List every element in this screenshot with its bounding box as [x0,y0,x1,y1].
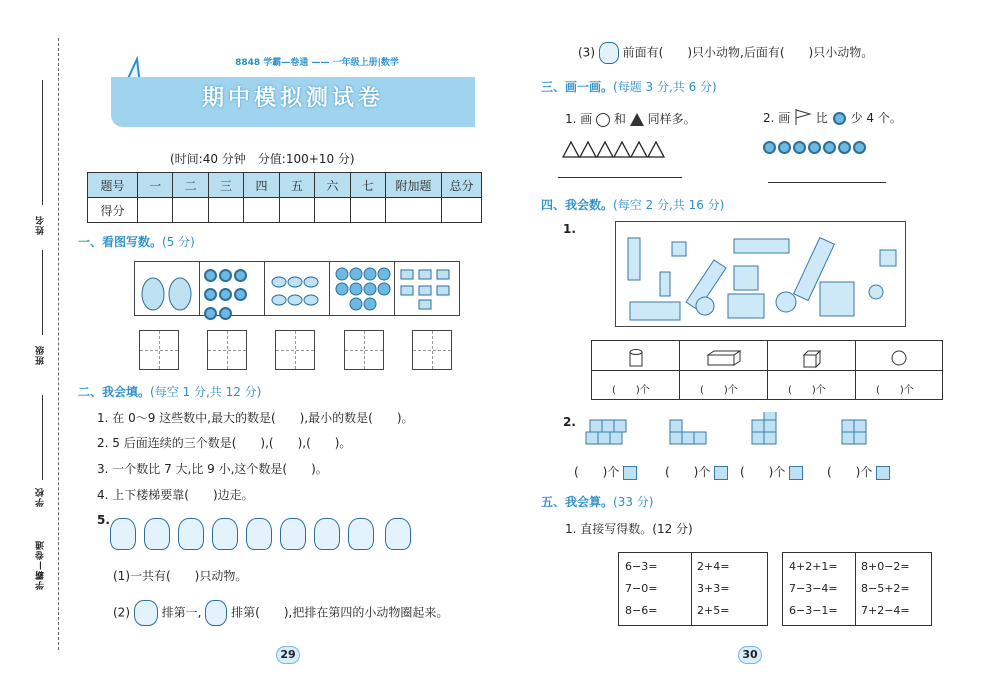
score-cell[interactable] [279,198,314,223]
count-label-cube: ( )个 [788,385,826,396]
score-header: 六 [315,173,350,198]
equation: 7−0= [625,582,658,595]
s4-q1: 1. [563,222,576,236]
s2-q5c-part2: 前面有( )只小动物,后面有( )只小动物。 [622,45,874,60]
equation: 6−3−1= [789,604,838,617]
animal-dog-icon [280,518,306,550]
sphere-icon [890,349,908,367]
write-box-4[interactable] [344,330,384,370]
score-cell[interactable] [244,198,279,223]
cube-count-4 [827,463,890,480]
cube-count-label-4: ( )个 [827,465,873,479]
tomato-group [330,262,395,315]
score-header: 三 [208,173,243,198]
section-2-heading: 二、我会填。 [78,385,151,399]
pineapple-group [135,262,200,315]
flower-group [200,262,265,315]
answer-line-1[interactable] [558,177,682,178]
cow-group [395,262,459,315]
header-tagline: 8848 学霸—卷通 —— 一年级上册|数学 [235,58,399,68]
section-3-note: (每题 3 分,共 6 分) [613,80,717,94]
s5-sub: 1. 直接写得数。(12 分) [565,522,693,536]
score-header: 四 [244,173,279,198]
book1-right [697,556,729,622]
page-number-right: 30 [738,646,762,664]
animal-deer-icon [178,518,204,550]
equation: 4+2+1= [789,560,838,573]
section-5-note: (33 分) [613,495,654,509]
answer-line-2[interactable] [768,182,886,183]
s2-q5: 5. [97,513,110,527]
book1-left [625,556,657,622]
animal-frog-icon [246,518,272,550]
s2-q5b-part2: 排第一, [161,605,202,620]
circle-icon [596,113,610,127]
animal-elephant-icon [348,518,374,550]
score-table [87,172,482,223]
small-cube-icon [714,466,728,480]
score-header: 一 [138,173,173,198]
cube-count-2 [665,463,728,480]
duck-group [265,262,330,315]
section-3-title [541,78,717,95]
section-3-heading: 三、画一画。 [541,80,614,94]
book2-left [789,556,838,622]
header-banner [107,55,475,130]
section-5-title [541,493,653,510]
tiger-icon [134,600,158,626]
s2-q5a: (1)一共有( )只动物。 [113,569,248,583]
score-header: 二 [173,173,208,198]
cube-count-label-3: ( )个 [740,465,786,479]
school-label: 学校 [36,487,46,507]
count-table [591,340,943,400]
s3-q2-part1: 2. 画 [763,111,791,125]
write-box-3[interactable] [275,330,315,370]
flower-row [762,140,867,159]
s2-q5c-part1: (3) [578,45,595,60]
brand-label: 学霸—卷通 [36,540,46,590]
section-1-heading: 一、看图写数。 [78,235,163,249]
animal-tiger-icon [110,518,136,550]
s2-q1: 1. 在 0～9 这些数中,最大的数是( ),最小的数是( )。 [97,411,414,425]
score-cell[interactable] [350,198,385,223]
score-header: 题号 [88,173,138,198]
section-4-heading: 四、我会数。 [541,198,614,212]
score-header: 总分 [442,173,482,198]
cube-icon [802,349,822,369]
s2-q5b-part3: 排第( ),把排在第四的小动物圈起来。 [231,605,449,620]
picture-strip [134,261,460,316]
score-cell[interactable] [173,198,208,223]
triangle-row [562,140,672,162]
equation: 8−5+2= [861,582,910,595]
s3-q1-part2: 和 [613,112,626,126]
write-box-1[interactable] [139,330,179,370]
section-4-title [541,196,724,213]
s3-q1-part1: 1. 画 [565,112,593,126]
s2-q4: 4. 上下楼梯要靠( )边走。 [97,488,254,502]
s2-q3: 3. 一个数比 7 大,比 9 小,这个数是( )。 [97,462,328,476]
count-label-sphere: ( )个 [876,385,914,396]
animal-kitten-icon [314,518,340,550]
s2-q5b [113,600,448,626]
s3-q2-part3: 少 4 个。 [850,111,902,125]
class-line [42,250,43,335]
class-label: 班级 [36,345,46,365]
section-2-note: (每空 1 分,共 12 分) [150,385,262,399]
page-title: 期中模拟测试卷 [201,86,384,111]
score-row-label: 得分 [88,198,138,223]
cylinder-icon [628,349,644,369]
name-line [42,80,43,205]
page-number-left: 29 [276,646,300,664]
triangle-icon [630,113,644,126]
write-box-2[interactable] [207,330,247,370]
calc-book-1 [618,552,768,626]
animal-cat-icon [212,518,238,550]
book2-right [861,556,910,622]
score-header: 五 [279,173,314,198]
small-cube-icon [789,466,803,480]
calc-book-2 [782,552,932,626]
score-header: 七 [350,173,385,198]
cube-count-3 [740,463,803,480]
equation: 2+5= [697,604,730,617]
equation: 3+3= [697,582,730,595]
equation: 7+2−4= [861,604,910,617]
score-header: 附加题 [386,173,442,198]
count-label-cylinder: ( )个 [612,385,650,396]
score-cell[interactable] [208,198,243,223]
section-2-title [78,383,261,400]
cuboid-icon [706,349,742,367]
section-1-title [78,233,195,250]
animal-donkey-icon [385,518,411,550]
cube-count-1 [574,463,637,480]
small-cube-icon [623,466,637,480]
s2-q5c [578,42,873,64]
cube-count-label-1: ( )个 [574,465,620,479]
equation: 7−3−4= [789,582,838,595]
name-label: 姓名 [36,215,46,235]
equation: 6−3= [625,560,658,573]
s2-q5b-part1: (2) [113,605,130,620]
cube-count-label-2: ( )个 [665,465,711,479]
score-cell[interactable] [442,198,482,223]
flower-icon [833,112,846,125]
s3-q1-part3: 同样多。 [647,112,696,126]
s3-q2-part2: 比 [815,111,828,125]
write-box-5[interactable] [412,330,452,370]
score-cell[interactable] [315,198,350,223]
animal-row [110,518,420,556]
s2-q2: 2. 5 后面连续的三个数是( ),( ),( )。 [97,436,352,450]
section-4-note: (每空 2 分,共 16 分) [613,198,725,212]
count-label-cuboid: ( )个 [700,385,738,396]
section-5-heading: 五、我会算。 [541,495,614,509]
s3-q2 [763,108,902,129]
cube-stacks [580,412,880,452]
solid-shapes-panel [615,221,906,327]
equation: 2+4= [697,560,730,573]
time-score: (时间:40 分钟 分值:100+10 分) [170,152,355,166]
s4-q2: 2. [563,415,576,429]
flag-icon [794,108,812,129]
s3-q1 [565,110,696,127]
section-1-note: (5 分) [162,235,195,249]
equation: 8−6= [625,604,658,617]
mouse-icon [205,600,227,626]
score-cell[interactable] [138,198,173,223]
small-cube-icon [876,466,890,480]
score-cell[interactable] [386,198,442,223]
title-band [111,77,475,127]
elephant-icon [599,42,619,64]
equation: 8+0−2= [861,560,910,573]
school-line [42,395,43,480]
animal-mouse-icon [144,518,170,550]
